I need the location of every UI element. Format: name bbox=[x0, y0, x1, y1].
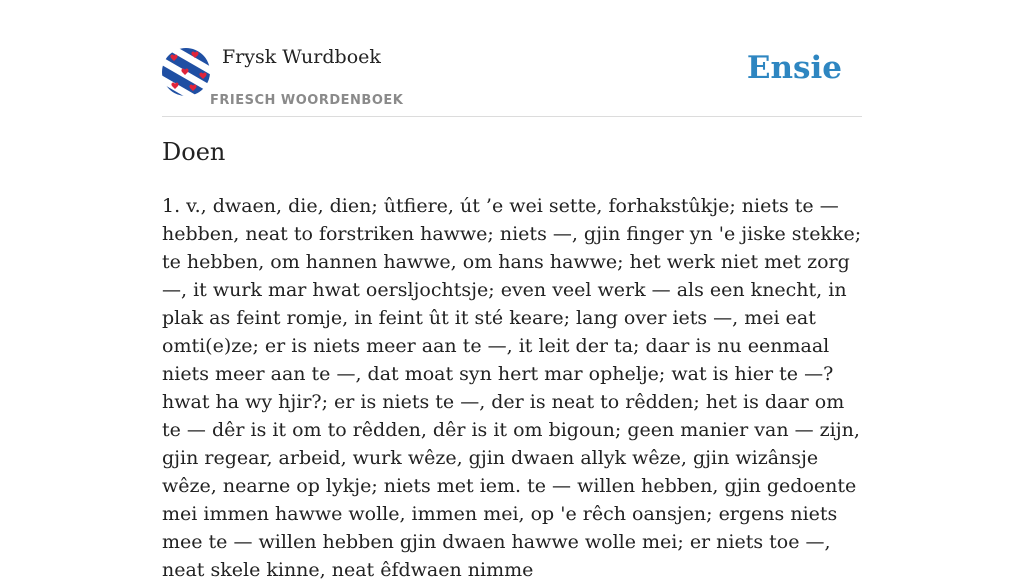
site-subtitle: FRIESCH WOORDENBOEK bbox=[210, 93, 404, 108]
entry-definition: 1. v., dwaen, die, dien; ûtfiere, út ’e wei sette, forhakstûkje; niets te — hebben, neat to forstriken hawwe; niets —, gjin finger yn 'e jiske stekke; te hebben, om hannen hawwe, om hans hawwe; het werk niet met zorg —, it wurk mar hwat oersljochtsje; even veel werk — als een knecht, in plak as feint romje, in feint ût it sté keare; lang over iets —, mei eat omti(e)ze; er is niets meer aan te —, it leit der ta; daar is nu eenmaal niets meer aan te —, dat moat syn hert mar ophelje; wat is hier te —? hwat ha wy hjir?; er is niets te —, der is neat to rêdden; het is daar om te — dêr is it om to rêdden, dêr is it om bigoun; geen manier van — zijn, gjin regear, arbeid, wurk wêze, gjin dwaen allyk wêze, gjin wizânsje wêze, nearne op lykje; niets met iem. te — willen hebben, gjin gedoente mei immen hawwe wolle, immen mei, op 'e rêch oansjen; ergens niets mee te — willen hebben gjin dwaen hawwe wolle mei; er niets toe —, neat skele kinne, neat êfdwaen nimme bbox=[162, 195, 862, 581]
site-header bbox=[162, 40, 862, 117]
site-title[interactable]: Frysk Wurdboek bbox=[222, 46, 381, 68]
entry-title: Doen bbox=[162, 138, 226, 166]
ensie-brand-link[interactable]: Ensie bbox=[746, 50, 842, 86]
frisian-flag-logo-icon[interactable] bbox=[162, 48, 210, 96]
